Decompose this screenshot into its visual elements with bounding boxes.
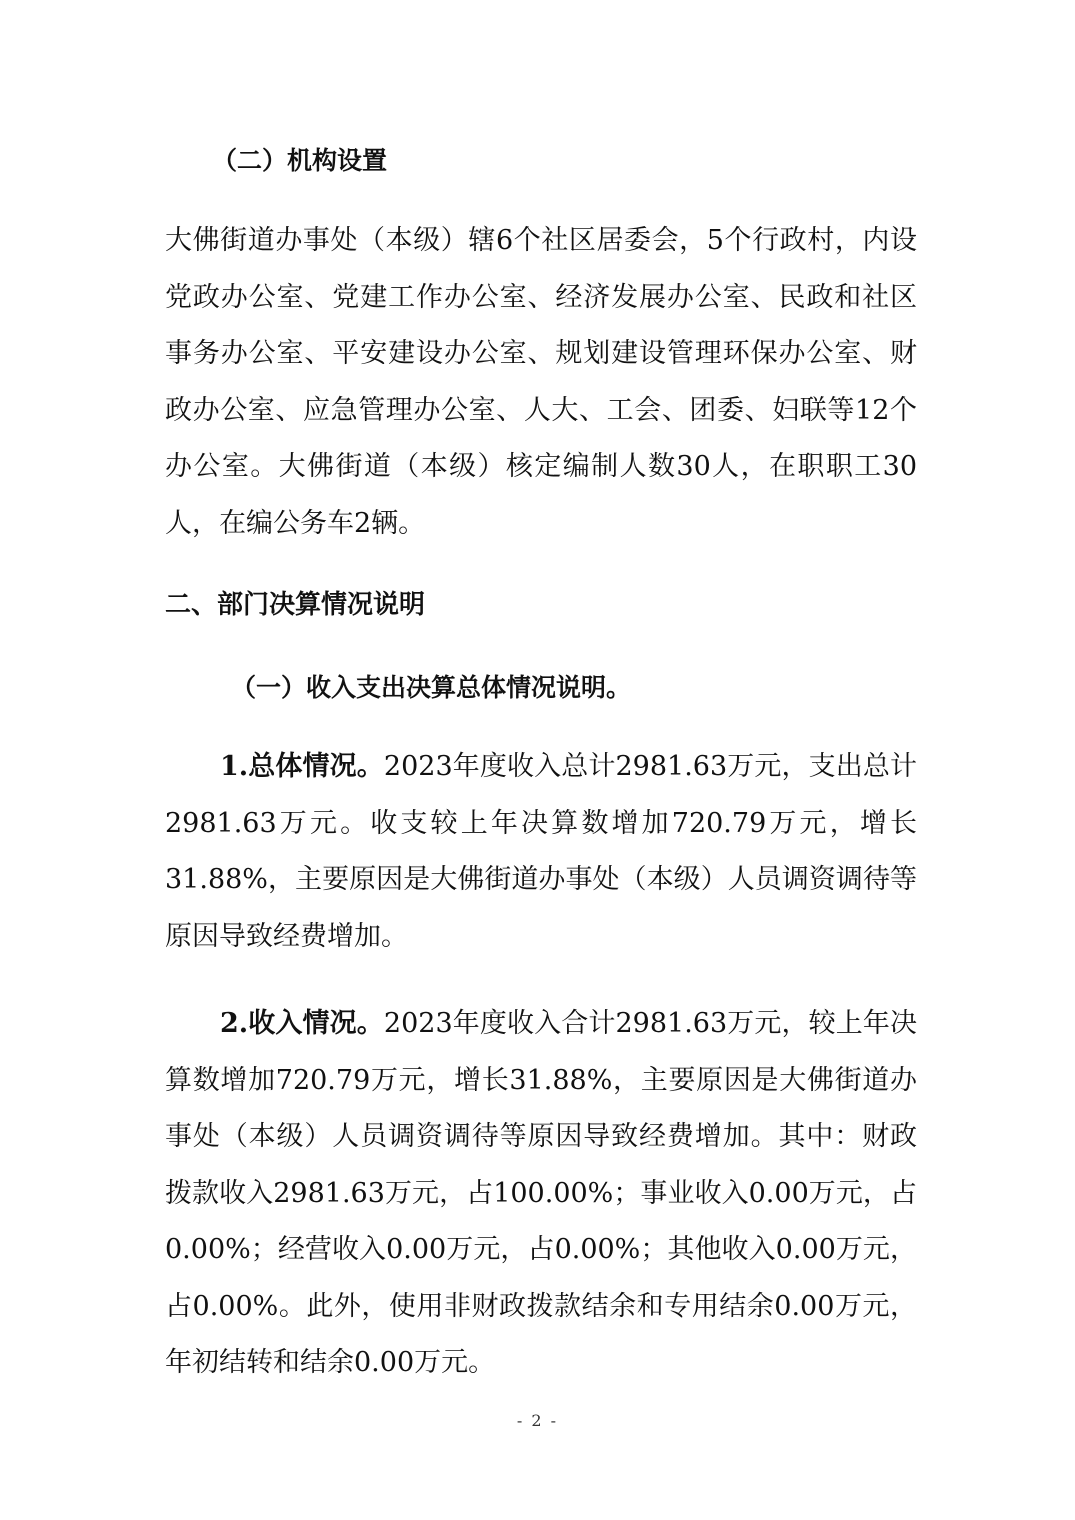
item1-paragraph	[165, 739, 917, 965]
item2-paragraph	[165, 996, 917, 1392]
item1-text: 2023年度收入总计2981.63万元，支出总计2981.63万元。收支较上年决算数增加720.79万元，增长31.88%，主要原因是大佛街道办事处（本级）人员调资调待等原因导致经费增加。	[165, 751, 917, 952]
item2-lead: 2.收入情况。	[220, 1008, 384, 1039]
item1-lead: 1.总体情况。	[220, 751, 384, 782]
org-heading: （二）机构设置	[212, 146, 388, 175]
main-heading: 二、部门决算情况说明	[165, 590, 426, 620]
item2-text: 2023年度收入合计2981.63万元，较上年决算数增加720.79万元，增长31.88%，主要原因是大佛街道办事处（本级）人员调资调待等原因导致经费增加。其中：财政拨款收入2981.63万元，占100.00%；事业收入0.00万元，占0.00%；经营收入0.00万元，占0.00%；其他收入0.00万元，占0.00%。此外，使用非财政拨款结余和专用结余0.00万元，年初结转和结余0.00万元。	[165, 1008, 917, 1378]
sub-heading: （一）收入支出决算总体情况说明。	[231, 673, 632, 702]
org-paragraph: 大佛街道办事处（本级）辖6个社区居委会，5个行政村，内设党政办公室、党建工作办公室、经济发展办公室、民政和社区事务办公室、平安建设办公室、规划建设管理环保办公室、财政办公室、应急管理办公室、人大、工会、团委、妇联等12个办公室。大佛街道（本级）核定编制人数30人，在职职工30人，在编公务车2辆。	[165, 225, 917, 539]
page-number: - 2 -	[516, 1411, 559, 1430]
